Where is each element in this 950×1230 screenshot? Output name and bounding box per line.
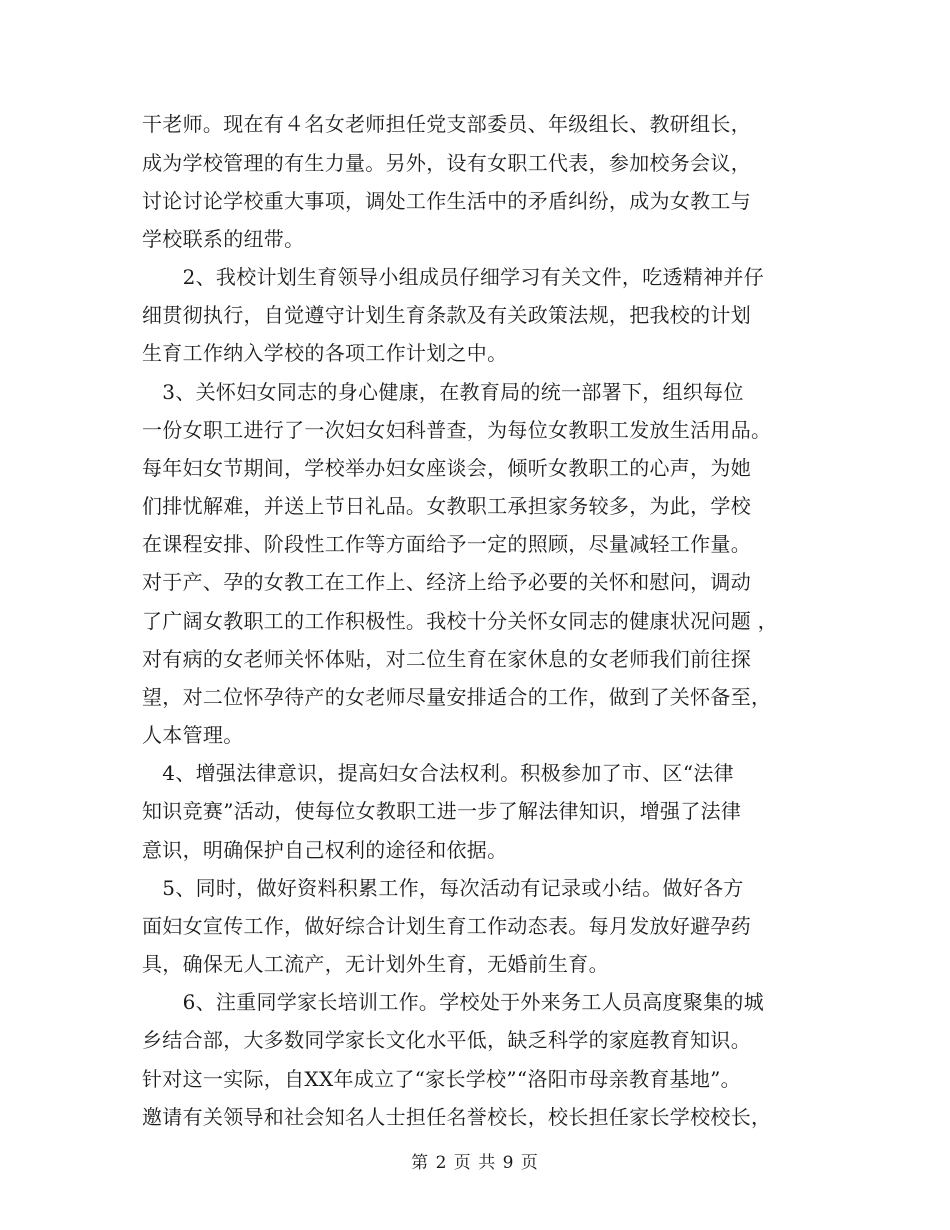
- text-line: 乡结合部，大多数同学家长文化水平低，缺乏科学的家庭教育知识。: [142, 1028, 751, 1052]
- text-line: 邀请有关领导和社会知名人士担任名誉校长，校长担任家长学校校长，: [142, 1105, 772, 1129]
- text-line: 2、我校计划生育领导小组成员仔细学习有关文件，吃透精神并仔: [142, 265, 765, 289]
- text-line: 成为学校管理的有生力量。另外，设有女职工代表，参加校务会议，: [142, 151, 751, 175]
- text-line: 6、注重同学家长培训工作。学校处于外来务工人员高度聚集的城: [142, 990, 765, 1014]
- text-line: 针对这一实际，自XX年成立了“家长学校”“洛阳市母亲教育基地”。: [142, 1067, 741, 1091]
- text-line: 望，对二位怀孕待产的女老师尽量安排适合的工作，做到了关怀备至，: [142, 685, 772, 709]
- text-line: 对于产、孕的女教工在工作上、经济上给予必要的关怀和慰问，调动: [142, 570, 751, 594]
- text-line: 面妇女宣传工作，做好综合计划生育工作动态表。每月发放好避孕药: [142, 914, 751, 938]
- text-line: 细贯彻执行，自觉遵守计划生育条款及有关政策法规，把我校的计划: [142, 303, 751, 327]
- text-line: 人本管理。: [142, 723, 244, 747]
- text-line: 知识竞赛”活动，使每位女教职工进一步了解法律知识，增强了法律: [142, 799, 742, 823]
- text-line: 一份女职工进行了一次妇女妇科普查，为每位女教职工发放生活用品。: [142, 418, 772, 442]
- page-footer: 第 2 页 共 9 页: [411, 1153, 539, 1173]
- text-line: 4、增强法律意识，提高妇女合法权利。积极参加了市、区“法律: [142, 761, 734, 785]
- text-line: 5、同时，做好资料积累工作，每次活动有记录或小结。做好各方: [142, 876, 744, 900]
- text-line: 们排忧解难，并送上节日礼品。女教职工承担家务较多，为此，学校: [142, 494, 751, 518]
- text-line: 3、关怀妇女同志的身心健康，在教育局的统一部署下，组织每位: [142, 380, 744, 404]
- text-line: 在课程安排、阶段性工作等方面给予一定的照顾，尽量减轻工作量。: [142, 532, 751, 556]
- text-line: 具，确保无人工流产，无计划外生育，无婚前生育。: [142, 952, 609, 976]
- text-line: 每年妇女节期间，学校举办妇女座谈会，倾听女教职工的心声，为她: [142, 456, 751, 480]
- text-line: 生育工作纳入学校的各项工作计划之中。: [142, 341, 508, 365]
- text-line: 干老师。现在有４名女老师担任党支部委员、年级组长、教研组长，: [142, 112, 751, 136]
- text-line: 讨论讨论学校重大事项，调处工作生活中的矛盾纠纷，成为女教工与: [142, 189, 751, 213]
- text-line: 对有病的女老师关怀体贴，对二位生育在家休息的女老师我们前往探: [142, 647, 751, 671]
- text-line: 学校联系的纽带。: [142, 227, 305, 251]
- text-line: 了广阔女教职工的工作积极性。我校十分关怀女同志的健康状况问题 ，: [142, 609, 778, 633]
- text-line: 意识，明确保护自己权利的途径和依据。: [142, 838, 508, 862]
